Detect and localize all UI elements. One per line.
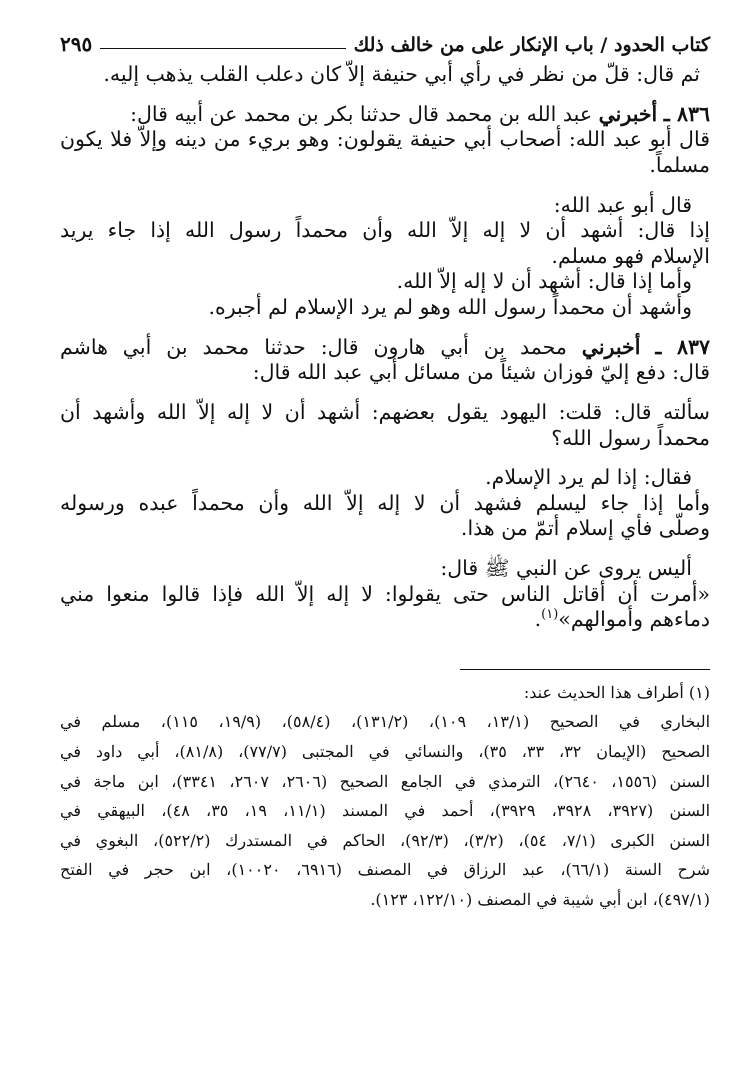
paragraph-2-line-2: مسلماً. <box>649 152 710 177</box>
footnote-line-1 <box>60 678 710 708</box>
paragraph-4-line-2: الإسلام فهو مسلم. <box>551 243 710 268</box>
running-head <box>60 26 710 56</box>
paragraph-12-period: . <box>534 607 542 632</box>
footnote-marker: (١) <box>688 682 710 702</box>
running-title: كتاب الحدود / باب الإنكار على من خالف ذلك <box>353 34 710 56</box>
hadith-836-akhbarani: أخبرني <box>598 101 658 126</box>
paragraph-12-line-2 <box>60 607 710 633</box>
paragraph-12-line-1: «أمرت أن أقاتل الناس حتى يقولوا: لا إله إلاّ الله فإذا قالوا منعوا مني <box>60 581 710 606</box>
paragraph-7: قال: دفع إليّ فوزان شيئاً من مسائل أبي عبد الله قال: <box>252 360 710 385</box>
footnote-line-6: السنن الكبرى (٧/١، ٥٤)، (٣/٢)، (٩٢/٣)، الحاكم في المستدرك (٥٢٢/٢)، البغوي في <box>60 830 711 850</box>
hadith-837-heading <box>60 335 710 361</box>
paragraph-12-text: دماءهم وأموالهم» <box>558 607 710 632</box>
footnote-line-4: السنن (١٥٥٦، ٢٦٤٠)، الترمذي في الجامع الصحيح (٢٦٠٦، ٢٦٠٧، ٣٣٤١)، ابن ماجة في <box>60 771 711 791</box>
hadith-836-number: ٨٣٦ ـ <box>663 101 710 126</box>
footnote-reference[interactable]: (١) <box>541 607 559 623</box>
paragraph-9: فقال: إذا لم يرد الإسلام. <box>485 465 692 490</box>
paragraph-8-line-2: محمداً رسول الله؟ <box>551 425 710 450</box>
paragraph-5: وأما إذا قال: أشهد أن لا إله إلاّ الله. <box>396 269 692 294</box>
footnote-line-5: السنن (٣٩٢٧، ٣٩٢٨، ٣٩٢٩)، أحمد في المسند (١١/١، ١٩، ٣٥، ٤٨)، البيهقي في <box>60 801 711 821</box>
footnote-line-8: (٤٩٧/١)، ابن أبي شيبة في المصنف (١٢٢/١٠، ١٢٣). <box>370 890 710 910</box>
footnote-rule <box>460 669 710 670</box>
footnote-line-3: الصحيح (الإيمان ٣٢، ٣٣، ٣٥)، والنسائي في المجتبى (٧٧/٧)، (٨١/٨)، أبي داود في <box>60 742 711 762</box>
book-page <box>60 26 710 1069</box>
footnote-line-2: البخاري في الصحيح (١٣/١، ١٠٩)، (١٣١/٢)، (٥٨/٤)، (١٩/٩، ١١٥)، مسلم في <box>60 712 711 732</box>
paragraph-1: ثم قال: قلّ من نظر في رأي أبي حنيفة إلاّ كان دعلب القلب يذهب إليه. <box>103 62 700 86</box>
paragraph-6: وأشهد أن محمداً رسول الله وهو لم يرد الإسلام لم أجبره. <box>208 295 692 319</box>
paragraph-8-line-1: سألته قال: قلت: اليهود يقول بعضهم: أشهد أن لا إله إلاّ الله وأشهد أن <box>60 399 710 424</box>
paragraph-2-line-1: قال أبو عبد الله: أصحاب أبي حنيفة يقولون: وهو بريء من دينه وإلاّ فلا يكون <box>60 127 710 152</box>
paragraph-4-line-1: إذا قال: أشهد أن لا إله إلاّ الله وأن محمداً رسول الله إذا جاء يريد <box>60 218 710 243</box>
hadith-837-akhbarani: أخبرني <box>581 334 641 359</box>
paragraph-10-line-2: وصلّى فأي إسلام أتمّ من هذا. <box>460 516 710 541</box>
footnote-line-7: شرح السنة (٦٦/١)، عبد الرزاق في المصنف (٦٩١٦، ١٠٠٢٠)، ابن حجر في الفتح <box>60 860 711 880</box>
paragraph-11: أليس يروى عن النبي ﷺ قال: <box>440 556 692 580</box>
hadith-837-number: ٨٣٧ ـ <box>655 334 710 359</box>
footnote-intro: أطراف هذا الحديث عند: <box>523 682 684 702</box>
footnote <box>60 678 710 915</box>
hadith-836-isnad: عبد الله بن محمد قال حدثنا بكر بن محمد عن أبيه قال: <box>130 101 593 126</box>
header-rule <box>100 48 345 49</box>
paragraph-10-line-1: وأما إذا جاء ليسلم فشهد أن لا إله إلاّ الله وأن محمداً عبده ورسوله <box>60 490 710 515</box>
page-number: ٢٩٥ <box>60 32 93 56</box>
paragraph-3: قال أبو عبد الله: <box>553 192 692 217</box>
hadith-836-heading <box>60 102 710 128</box>
hadith-837-isnad: محمد بن أبي هارون قال: حدثنا محمد بن أبي هاشم <box>60 334 567 359</box>
